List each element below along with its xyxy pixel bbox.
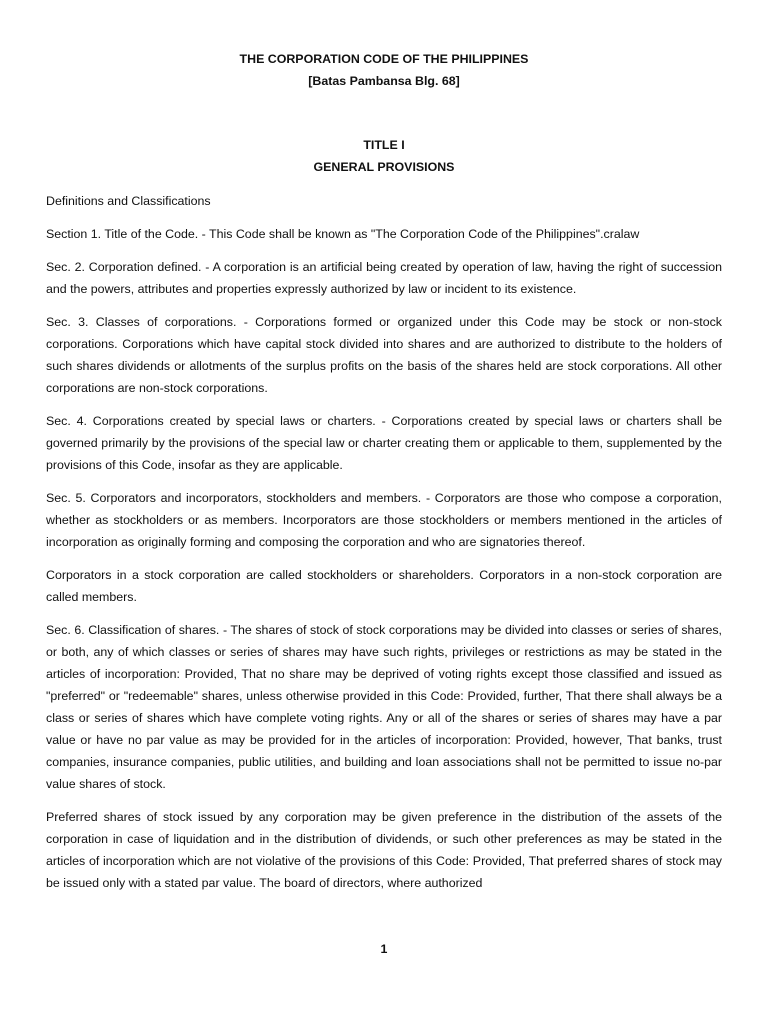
section-label: Definitions and Classifications bbox=[46, 194, 211, 208]
paragraph-section-5: Sec. 5. Corporators and incorporators, stockholders and members. - Corporators are those who compose a corporation, whether as stockholders or as members. Incorporators are those stockholders or members mentioned in the articles of incorporation as originally forming and composing the corporation and who are signatories thereof. bbox=[46, 491, 722, 549]
paragraph-section-3: Sec. 3. Classes of corporations. - Corporations formed or organized under this Code may be stock or non-stock corporations. Corporations which have capital stock divided into shares and are authorized to distribute to the holders of such shares dividends or allotments of the surplus profits on the basis of the shares held are stock corporations. All other corporations are non-stock corporations. bbox=[46, 315, 722, 395]
document-header bbox=[46, 48, 722, 92]
header-spacer bbox=[46, 92, 722, 114]
title-heading-block bbox=[46, 134, 722, 178]
document-title: THE CORPORATION CODE OF THE PHILIPPINES bbox=[239, 52, 529, 66]
paragraph-preferred-shares: Preferred shares of stock issued by any corporation may be given preference in the distribution of the assets of the corporation in case of liquidation and in the distribution of dividends, or such other preferences as may be stated in the articles of incorporation which are not violative of the provisions of this Code: Provided, That preferred shares of stock may be issued only with a stated par value. The board of directors, where authorized bbox=[46, 810, 722, 890]
paragraph-section-4: Sec. 4. Corporations created by special laws or charters. - Corporations created by special laws or charters shall be governed primarily by the provisions of the special law or charter creating them or applicable to them, supplemented by the provisions of this Code, insofar as they are applicable. bbox=[46, 414, 722, 472]
title-heading: TITLE I bbox=[363, 138, 405, 152]
paragraph-section-6: Sec. 6. Classification of shares. - The shares of stock of stock corporations may be divided into classes or series of shares, or both, any of which classes or series of shares may have such rights, privileges or restrictions as may be stated in the articles of incorporation: Provided, That no share may be deprived of voting rights except those classified and issued as "preferred" or "redeemable" shares, unless otherwise provided in this Code: Provided, further, That there shall always be a class or series of shares which have complete voting rights. Any or all of the shares or series of shares may have a par value or have no par value as may be provided for in the articles of incorporation: Provided, however, That banks, trust companies, insurance companies, public utilities, and building and loan associations shall not be permitted to issue no-par value shares of stock. bbox=[46, 623, 722, 791]
paragraph-section-1: Section 1. Title of the Code. - This Code shall be known as "The Corporation Code of the Philippines".cralaw bbox=[46, 227, 640, 241]
page-number: 1 bbox=[380, 942, 388, 956]
document-subtitle: [Batas Pambansa Blg. 68] bbox=[308, 74, 460, 88]
title-subheading: GENERAL PROVISIONS bbox=[313, 160, 455, 174]
paragraph-section-2: Sec. 2. Corporation defined. - A corporation is an artificial being created by operation of law, having the right of succession and the powers, attributes and properties expressly authorized by law or incident to its existence. bbox=[46, 260, 722, 296]
paragraph-corporators: Corporators in a stock corporation are called stockholders or shareholders. Corporators in a non-stock corporation are called members. bbox=[46, 568, 722, 604]
